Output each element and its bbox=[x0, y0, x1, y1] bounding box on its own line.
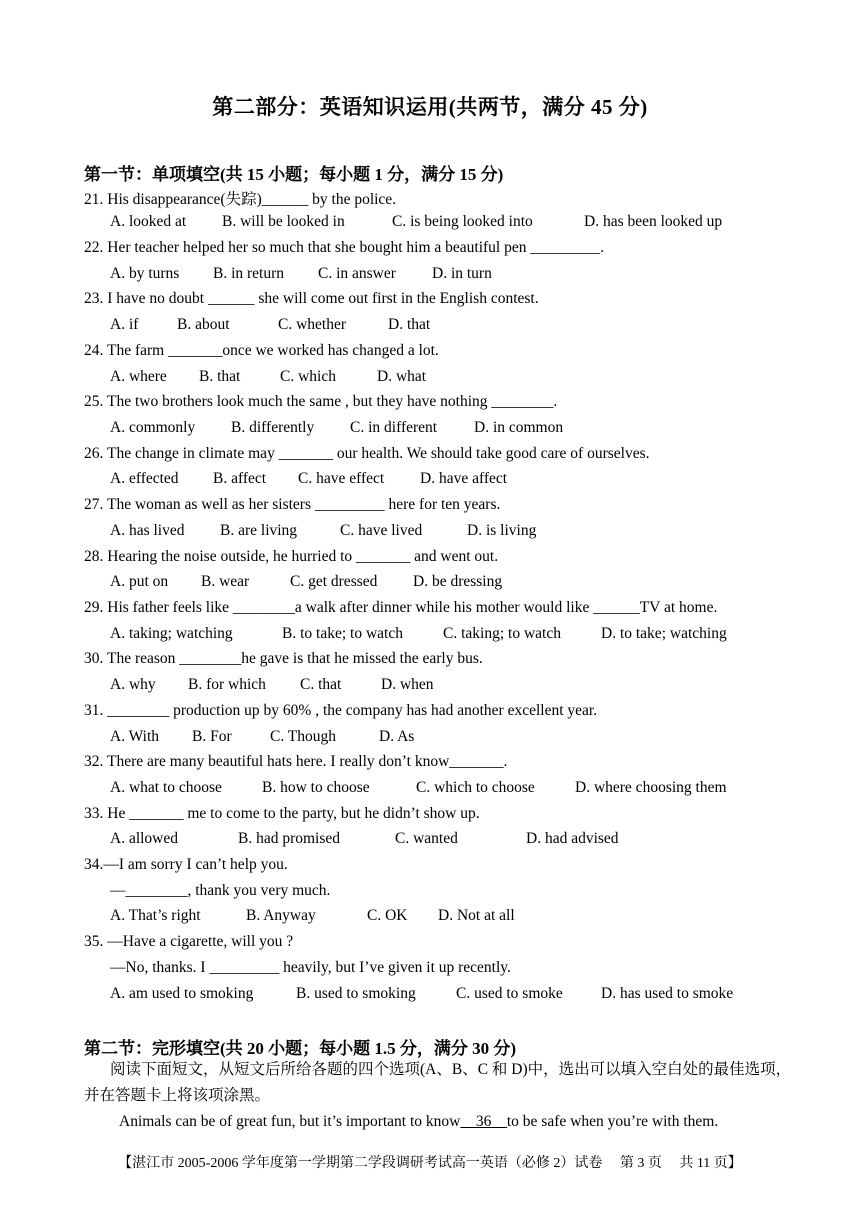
question-34-reply: —________, thank you very much. bbox=[110, 882, 331, 899]
option: A. if bbox=[110, 316, 139, 333]
question-30: 30. The reason ________he gave is that he missed the early bus. bbox=[84, 650, 483, 667]
section2-instruction bbox=[84, 1057, 806, 1109]
option: D. have affect bbox=[420, 470, 508, 487]
option: B. are living bbox=[220, 522, 298, 539]
option: D. be dressing bbox=[413, 573, 503, 590]
section2-title: 第二节：完形填空(共 20 小题；每小题 1.5 分，满分 30 分) bbox=[84, 1039, 517, 1058]
option: A. looked at bbox=[110, 213, 187, 230]
option: B. about bbox=[177, 316, 230, 333]
option: C. in answer bbox=[318, 265, 396, 282]
question-32: 32. There are many beautiful hats here. I really don’t know_______. bbox=[84, 753, 508, 770]
option: D. is living bbox=[467, 522, 537, 539]
question-31: 31. ________ production up by 60% , the company has had another excellent year. bbox=[84, 702, 598, 719]
option: D. Not at all bbox=[438, 907, 515, 924]
option: B. for which bbox=[188, 676, 266, 693]
option: D. As bbox=[379, 728, 415, 745]
option: B. in return bbox=[213, 265, 285, 282]
option: C. is being looked into bbox=[392, 213, 533, 230]
option: C. that bbox=[300, 676, 342, 693]
question-22: 22. Her teacher helped her so much that she bought him a beautiful pen _________. bbox=[84, 239, 604, 256]
question-34: 34.—I am sorry I can’t help you. bbox=[84, 856, 288, 873]
question-26: 26. The change in climate may _______ our health. We should take good care of ourselves. bbox=[84, 445, 650, 462]
option: B. Anyway bbox=[246, 907, 316, 924]
passage-before: Animals can be of great fun, but it’s important to know bbox=[119, 1113, 461, 1130]
option: B. to take; to watch bbox=[282, 625, 403, 642]
option: A. commonly bbox=[110, 419, 196, 436]
option: C. whether bbox=[278, 316, 347, 333]
option: D. in turn bbox=[432, 265, 492, 282]
question-35: 35. —Have a cigarette, will you ? bbox=[84, 933, 294, 950]
option: A. why bbox=[110, 676, 156, 693]
section1-title: 第一节：单项填空(共 15 小题；每小题 1 分，满分 15 分) bbox=[84, 165, 504, 184]
option: D. has been looked up bbox=[584, 213, 723, 230]
option: B. affect bbox=[213, 470, 267, 487]
option: D. in common bbox=[474, 419, 564, 436]
question-29: 29. His father feels like ________a walk after dinner while his mother would like ______TV at home. bbox=[84, 599, 718, 616]
option: C. taking; to watch bbox=[443, 625, 561, 642]
option: A. taking; watching bbox=[110, 625, 233, 642]
question-35-reply: —No, thanks. I _________ heavily, but I’ve given it up recently. bbox=[110, 959, 511, 976]
option: D. has used to smoke bbox=[601, 985, 734, 1002]
option: C. used to smoke bbox=[456, 985, 563, 1002]
question-24: 24. The farm _______once we worked has changed a lot. bbox=[84, 342, 439, 359]
option: B. how to choose bbox=[262, 779, 370, 796]
option: A. what to choose bbox=[110, 779, 222, 796]
option: B. that bbox=[199, 368, 241, 385]
option: C. have effect bbox=[298, 470, 385, 487]
question-21: 21. His disappearance(失踪)______ by the police. bbox=[84, 191, 397, 208]
question-33: 33. He _______ me to come to the party, but he didn’t show up. bbox=[84, 805, 480, 822]
option: B. used to smoking bbox=[296, 985, 416, 1002]
option: A. That’s right bbox=[110, 907, 201, 924]
option: A. by turns bbox=[110, 265, 180, 282]
option: C. wanted bbox=[395, 830, 458, 847]
option: C. get dressed bbox=[290, 573, 378, 590]
option: C. which to choose bbox=[416, 779, 535, 796]
option: B. had promised bbox=[238, 830, 341, 847]
option: C. have lived bbox=[340, 522, 423, 539]
option: A. where bbox=[110, 368, 167, 385]
question-23: 23. I have no doubt ______ she will come out first in the English contest. bbox=[84, 290, 539, 307]
option: B. differently bbox=[231, 419, 315, 436]
option: A. put on bbox=[110, 573, 169, 590]
option: B. wear bbox=[201, 573, 250, 590]
option: C. in different bbox=[350, 419, 438, 436]
option: A. has lived bbox=[110, 522, 185, 539]
instruction-text: 阅读下面短文，从短文后所给各题的四个选项(A、B、C 和 D)中，选出可以填入空白处的最佳选项，并在答题卡上将该项涂黑。 bbox=[84, 1061, 792, 1104]
question-25: 25. The two brothers look much the same , but they have nothing ________. bbox=[84, 393, 558, 410]
option: A. effected bbox=[110, 470, 179, 487]
option: C. which bbox=[280, 368, 336, 385]
option: B. will be looked in bbox=[222, 213, 345, 230]
option: B. For bbox=[192, 728, 232, 745]
option: D. had advised bbox=[526, 830, 619, 847]
option: D. to take; watching bbox=[601, 625, 727, 642]
option: D. when bbox=[381, 676, 434, 693]
question-27: 27. The woman as well as her sisters _________ here for ten years. bbox=[84, 496, 501, 513]
page-footer: 【湛江市 2005-2006 学年度第一学期第二学段调研考试高一英语（必修 2）试卷 第 3 页 共 11 页】 bbox=[118, 1156, 742, 1171]
option: A. With bbox=[110, 728, 160, 745]
option: C. OK bbox=[367, 907, 408, 924]
passage-line bbox=[119, 1113, 718, 1131]
passage-blank-36: 36 bbox=[460, 1113, 507, 1130]
option: C. Though bbox=[270, 728, 337, 745]
option: A. am used to smoking bbox=[110, 985, 254, 1002]
option: D. what bbox=[377, 368, 427, 385]
part-title: 第二部分：英语知识运用(共两节，满分 45 分) bbox=[212, 95, 648, 119]
passage-after: to be safe when you’re with them. bbox=[506, 1113, 719, 1130]
option: A. allowed bbox=[110, 830, 179, 847]
option: D. where choosing them bbox=[575, 779, 727, 796]
option: D. that bbox=[388, 316, 431, 333]
question-28: 28. Hearing the noise outside, he hurried to _______ and went out. bbox=[84, 548, 499, 565]
